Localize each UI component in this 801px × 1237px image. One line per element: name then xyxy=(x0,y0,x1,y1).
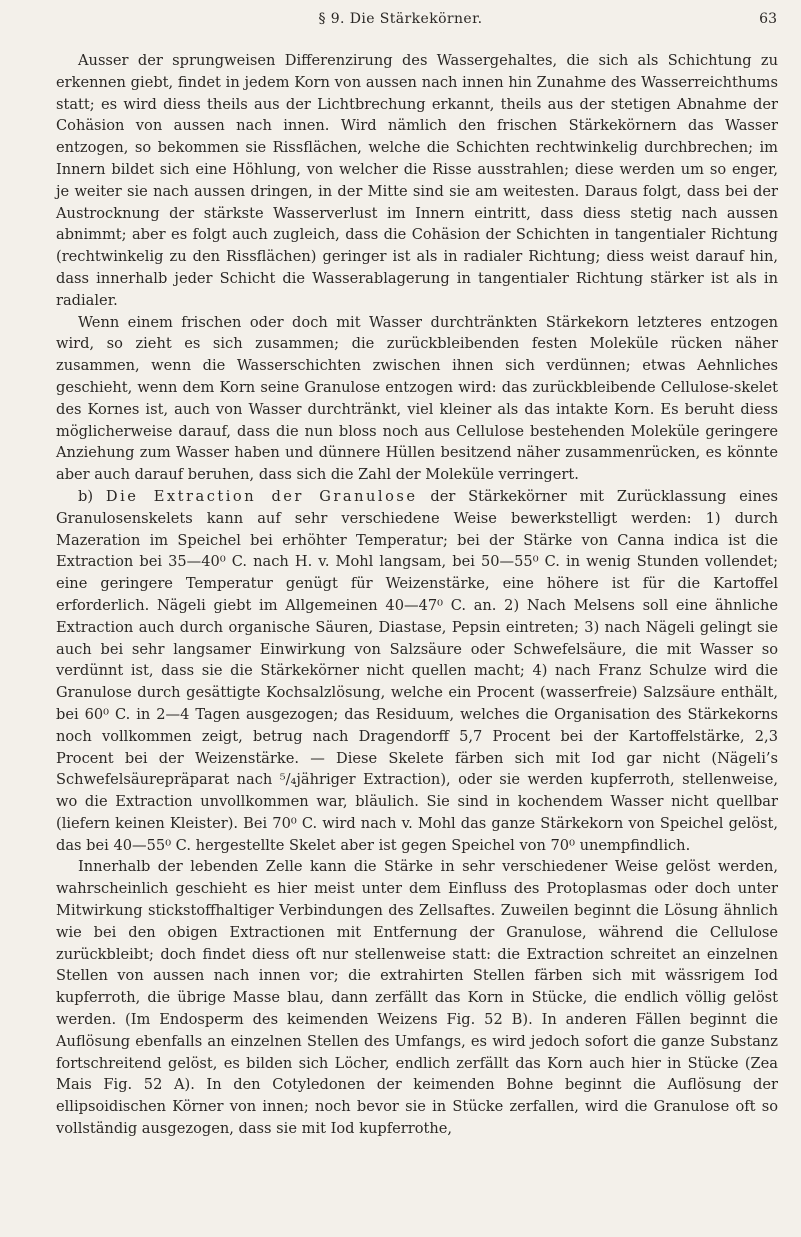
page-header xyxy=(0,11,801,35)
paragraph-cell-dissolution: Innerhalb der lebenden Zelle kann die Stärke in sehr verschiedener Weise gelöst werden, wahrscheinlich geschieht es hier meist unter dem Einfluss des Protoplasmas oder doch unter Mitwirkung stickstoffhaltiger Verbindungen des Zellsaftes. Zuweilen beginnt die Lösung ähnlich wie bei den obigen Extractionen mit Entfernung der Granulose, während die Cellulose zurückbleibt; doch findet diess oft nur stellenweise statt: die Extraction schreitet an einzelnen Stellen von aussen nach innen vor; die extrahirten Stellen färben sich mit wässrigem Iod kupferroth, die übrige Masse blau, dann zerfällt das Korn in Stücke, die endlich völlig gelöst werden. (Im Endosperm des keimenden Weizens Fig. 52 B). In anderen Fällen beginnt die Auflösung ebenfalls an einzelnen Stellen des Umfangs, es wird jedoch sofort die ganze Substanz fortschreitend gelöst, es bilden sich Löcher, endlich zerfällt das Korn auch hier in Stücke (Zea Mais Fig. 52 A). In den Cotyledonen der keimenden Bohne beginnt die Auflösung der ellipsoidischen Körner von innen; noch bevor sie in Stücke zerfallen, wird die Granulose oft so vollständig ausgezogen, dass sie mit Iod kupferrothe, xyxy=(56,858,778,1138)
body-text xyxy=(56,50,778,1140)
paragraph-cohesion: Ausser der sprungweisen Differenzirung des Wassergehaltes, die sich als Schichtung zu erkennen giebt, findet in jedem Korn von aussen nach innen hin Zunahme des Wasserreichthums statt; es wird diess theils aus der Lichtbrechung erkannt, theils aus der stetigen Abnahme der Cohäsion von aussen nach innen. Wird nämlich den frischen Stärkekörnern das Wasser entzogen, so bekommen sie Rissflächen, welche die Schichten rechtwinkelig durchbrechen; im Innern bildet sich eine Höhlung, von welcher die Risse ausstrahlen; diese werden um so enger, je weiter sie nach aussen dringen, in der Mitte sind sie am weitesten. Daraus folgt, dass bei der Austrocknung der stärkste Wasserverlust im Innern eintritt, dass diess stetig nach aussen abnimmt; aber es folgt auch zugleich, dass die Cohäsion der Schichten in tangentialer Richtung (rechtwinkelig zu den Rissflächen) geringer ist als in radialer Richtung; diess weist darauf hin, dass innerhalb jeder Schicht die Wasserablagerung in tangentialer Richtung stärker ist als in radialer. xyxy=(56,52,778,309)
section-heading: Die Extraction der Granulose xyxy=(105,487,418,505)
paragraph-extraction xyxy=(56,486,778,857)
section-marker: b) xyxy=(78,487,106,505)
paragraph-contraction: Wenn einem frischen oder doch mit Wasser durchtränkten Stärkekorn letzteres entzogen wird, so zieht es sich zusammen; die zurückbleibenden festen Moleküle rücken näher zusammen, wenn die Wasserschichten zwischen ihnen sich verdünnen; etwas Aehnliches geschieht, wenn dem Korn seine Granulose entzogen wird: das zurückbleibende Cellulose-skelet des Kornes ist, auch von Wasser durchtränkt, viel kleiner als das intakte Korn. Es beruht diess möglicherweise darauf, dass die nun bloss noch aus Cellulose bestehenden Moleküle geringere Anziehung zum Wasser haben und dünnere Hüllen besitzend näher zusammenrücken, es könnte aber auch darauf beruhen, dass sich die Zahl der Moleküle verringert. xyxy=(56,313,778,484)
page-number: 63 xyxy=(759,11,777,27)
paragraph-extraction-text: der Stärkekörner mit Zurücklassung eines Granulosenskelets kann auf sehr verschiedene Weise bewerkstelligt werden: 1) durch Mazeration im Speichel bei erhöhter Temperatur; bei der Stärke von Canna indica ist die Extraction bei 35—40⁰ C. nach H. v. Mohl langsam, bei 50—55⁰ C. in wenig Stunden vollendet; eine geringere Temperatur genügt für Weizenstärke, eine höhere ist für die Kartoffel erforderlich. Nägeli giebt im Allgemeinen 40—47⁰ C. an. 2) Nach Melsens soll eine ähnliche Extraction auch durch organische Säuren, Diastase, Pepsin eintreten; 3) nach Nägeli gelingt sie auch bei sehr langsamer Einwirkung von Salzsäure oder Schwefelsäure, die mit Wasser so verdünnt ist, dass sie die Stärkekörner nicht quellen macht; 4) nach Franz Schulze wird die Granulose durch gesättigte Kochsalzlösung, welche ein Procent (wasserfreie) Salzsäure enthält, bei 60⁰ C. in 2—4 Tagen ausgezogen; das Residuum, welches die Organisation des Stärkekorns noch vollkommen zeigt, betrug nach Dragendorff 5,7 Procent bei der Kartoffelstärke, 2,3 Procent bei der Weizenstärke. — Diese Skelete färben sich mit Iod gar nicht (Nägeli’s Schwefelsäurepräparat nach ⁵/₄jähriger Extraction), oder sie werden kupferroth, stellenweise, wo die Extraction unvollkommen war, bläulich. Sie sind in kochendem Wasser nicht quellbar (liefern keinen Kleister). Bei 70⁰ C. wird nach v. Mohl das ganze Stärkekorn von Speichel gelöst, das bei 40—55⁰ C. hergestellte Skelet aber ist gegen Speichel von 70⁰ unempfindlich. xyxy=(56,487,778,854)
running-title: § 9. Die Stärkekörner. xyxy=(318,11,483,27)
